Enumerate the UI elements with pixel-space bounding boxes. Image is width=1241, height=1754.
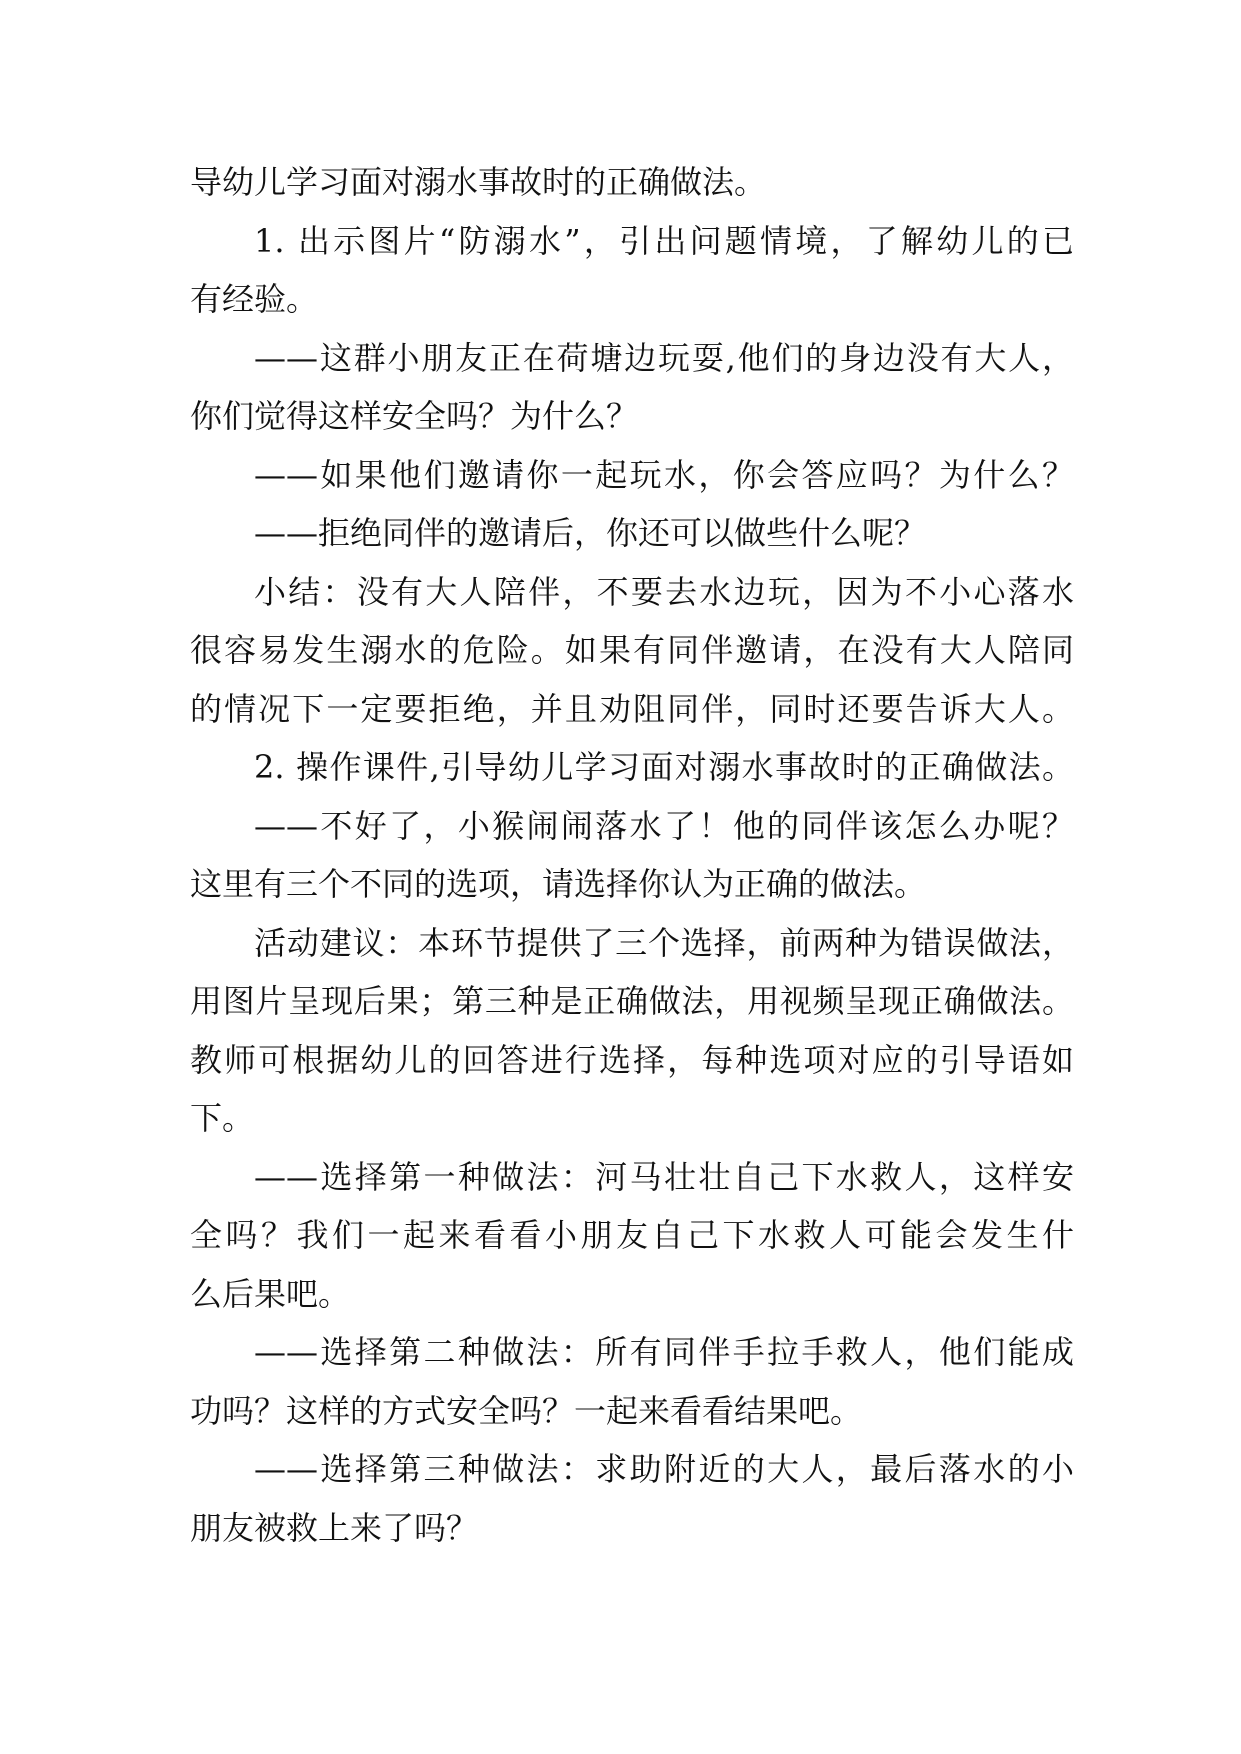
text-line: 你们觉得这样安全吗？为什么？ (190, 397, 639, 435)
text-line: 有经验。 (190, 280, 319, 318)
text-line: ——拒绝同伴的邀请后，你还可以做些什么呢？ (254, 514, 927, 552)
text-line: ——这群小朋友正在荷塘边玩耍,他们的身边没有大人， (254, 338, 1074, 377)
paragraph-question (190, 504, 1074, 563)
text-line: 么后果吧。 (190, 1274, 351, 1313)
paragraph-continuation (190, 153, 1074, 212)
paragraph-option-2 (190, 1323, 1074, 1440)
paragraph-summary (190, 563, 1074, 739)
text-line: 1. 出示图片“防溺水”，引出问题情境，了解幼儿的已 (254, 221, 1074, 260)
document-body (190, 153, 1074, 1557)
text-line: 2. 操作课件,引导幼儿学习面对溺水事故时的正确做法。 (254, 748, 1074, 786)
text-line: 活动建议：本环节提供了三个选择，前两种为错误做法， (254, 923, 1074, 962)
text-line: ——不好了，小猴闹闹落水了！他的同伴该怎么办呢？ (254, 806, 1074, 845)
text-line: ——选择第一种做法：河马壮壮自己下水救人，这样安 (254, 1157, 1074, 1196)
text-line: 小结：没有大人陪伴，不要去水边玩，因为不小心落水 (254, 572, 1074, 611)
text-line: ——选择第二种做法：所有同伴手拉手救人，他们能成 (254, 1333, 1074, 1371)
paragraph-activity-suggestion (190, 914, 1074, 1148)
paragraph-option-1 (190, 1148, 1074, 1324)
text-line: 这里有三个不同的选项，请选择你认为正确的做法。 (190, 865, 927, 903)
text-line: ——如果他们邀请你一起玩水，你会答应吗？为什么？ (254, 455, 1074, 494)
text-line: 功吗？这样的方式安全吗？一起来看看结果吧。 (190, 1391, 863, 1430)
paragraph-option-3 (190, 1440, 1074, 1557)
text-line: 的情况下一定要拒绝，并且劝阻同伴，同时还要告诉大人。 (190, 689, 1074, 728)
paragraph-question (190, 797, 1074, 914)
text-line: ——选择第三种做法：求助附近的大人，最后落水的小 (254, 1450, 1074, 1488)
paragraph-question (190, 446, 1074, 505)
text-line: 很容易发生溺水的危险。如果有同伴邀请，在没有大人陪同 (190, 631, 1074, 669)
text-line: 朋友被救上来了吗？ (190, 1508, 479, 1547)
text-line: 导幼儿学习面对溺水事故时的正确做法。 (190, 163, 767, 201)
paragraph-step-2 (190, 738, 1074, 797)
text-line: 用图片呈现后果；第三种是正确做法，用视频呈现正确做法。 (190, 982, 1074, 1020)
paragraph-step-1 (190, 212, 1074, 329)
text-line: 下。 (190, 1099, 255, 1137)
text-line: 全吗？我们一起来看看小朋友自己下水救人可能会发生什 (190, 1216, 1074, 1254)
paragraph-question (190, 329, 1074, 446)
text-line: 教师可根据幼儿的回答进行选择，每种选项对应的引导语如 (190, 1040, 1074, 1079)
